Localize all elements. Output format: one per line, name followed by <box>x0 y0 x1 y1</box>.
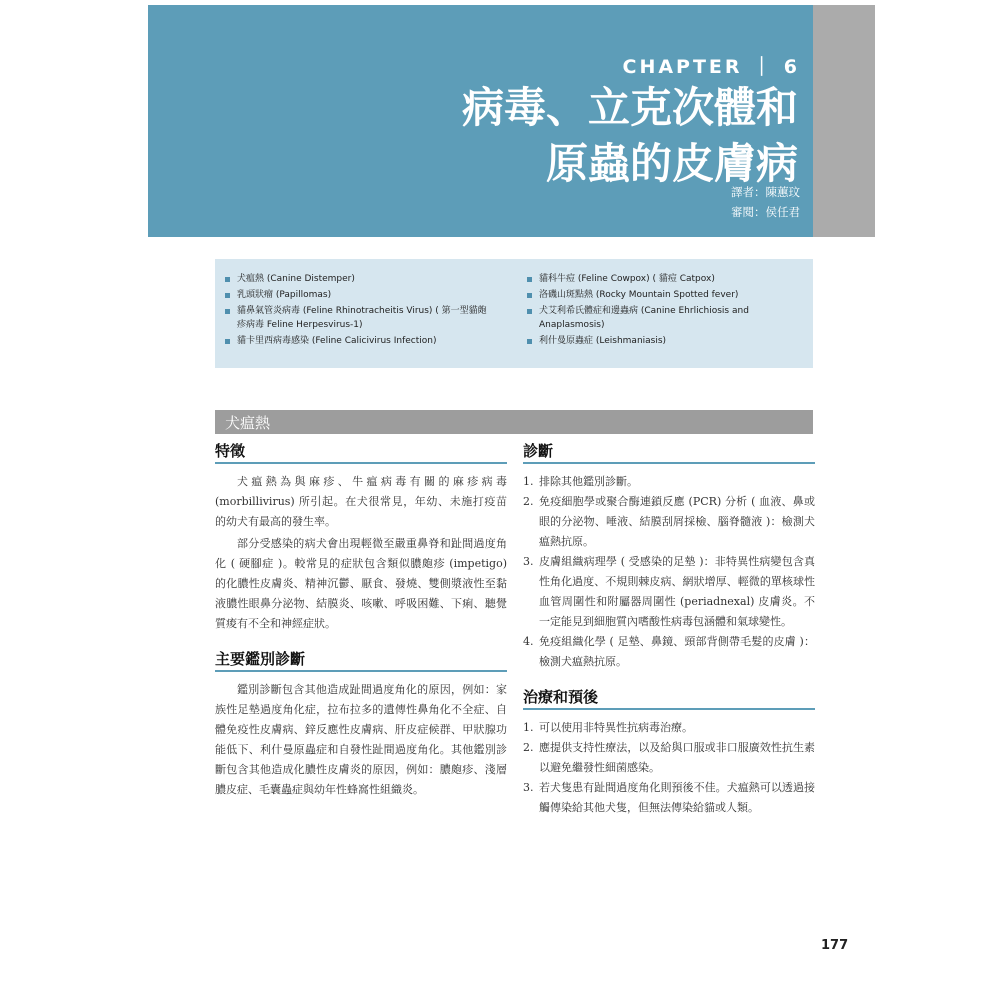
contents-item <box>527 289 795 303</box>
bullet-icon <box>527 339 532 344</box>
contents-column-left <box>225 273 493 351</box>
page-number: 177 <box>821 938 849 953</box>
chapter-contents-box <box>215 259 813 368</box>
diagnosis-item <box>523 472 815 492</box>
body-paragraph: 鑑別診斷包含其他造成趾間過度角化的原因，例如：家族性足墊過度角化症，拉布拉多的遺傳性鼻角化不全症、自體免疫性皮膚病、鋅反應性皮膚病、肝皮症候群、甲狀腺功能低下、利什曼原蟲症和自發性趾間過度角化。其他鑑別診斷包含其他造成化膿性皮膚炎的原因，例如：膿皰疹、淺層膿皮症、毛囊蟲症與幼年性蜂窩性組織炎。 <box>215 683 507 796</box>
contents-item-text: 犬瘟熱 (Canine Distemper) <box>237 274 355 284</box>
bullet-icon <box>527 277 532 282</box>
contents-item <box>527 305 795 332</box>
item-number: 3. <box>523 781 534 794</box>
diagnosis-item <box>523 632 815 672</box>
bullet-icon <box>225 277 230 282</box>
bullet-icon <box>225 309 230 314</box>
item-text: 若犬隻患有趾間過度角化則預後不佳。犬瘟熱可以透過接觸傳染給其他犬隻，但無法傳染給貓或人類。 <box>539 781 815 814</box>
contents-item-text: 貓科牛痘 (Feline Cowpox) ( 貓痘 Catpox) <box>539 274 715 284</box>
diagnosis-item <box>523 552 815 632</box>
treatment-item <box>523 778 815 818</box>
item-number: 4. <box>523 635 534 648</box>
bullet-icon <box>225 293 230 298</box>
contents-item <box>225 289 493 303</box>
chapter-title-line-1: 病毒、立克次體和 <box>461 83 798 132</box>
contents-item-text: 貓鼻氣管炎病毒 (Feline Rhinotracheitis Virus) ( 第一型貓皰疹病毒 Feline Herpesvirus-1) <box>237 306 487 330</box>
item-text: 皮膚組織病理學 ( 受感染的足墊 )：非特異性病變包含真性角化過度、不規則棘皮病、網狀增厚、輕微的單核球性血管周圍性和附屬器周圍性 (periadnexal) 皮膚炎。不一定能見到細胞質內嗜酸性病毒包涵體和氣球變性。 <box>539 555 815 628</box>
body-paragraph: 犬瘟熱為與麻疹、牛瘟病毒有關的麻疹病毒 (morbillivirus) 所引起。在犬很常見，年幼、未施打疫苗的幼犬有最高的發生率。 <box>215 475 507 528</box>
right-text-column <box>523 440 815 818</box>
section-title-bar <box>215 410 813 434</box>
treatment-item <box>523 718 815 738</box>
contents-item-text: 貓卡里西病毒感染 (Feline Calicivirus Infection) <box>237 335 437 346</box>
item-number: 2. <box>523 741 534 754</box>
item-number: 2. <box>523 495 534 508</box>
item-text: 應提供支持性療法，以及給與口服或非口服廣效性抗生素以避免繼發性細菌感染。 <box>539 741 815 774</box>
contents-item <box>225 305 493 332</box>
chapter-title-line-2: 原蟲的皮膚病 <box>545 139 798 188</box>
contents-item-text: 利什曼原蟲症 (Leishmaniasis) <box>539 335 667 346</box>
chapter-header-tab <box>813 5 875 237</box>
chapter-label: CHAPTER ｜ 6 <box>622 56 800 78</box>
contents-item <box>225 273 493 287</box>
diagnosis-item <box>523 492 815 552</box>
translator-credit: 譯者：陳蕙玟 <box>731 185 800 199</box>
item-text: 免疫組織化學 ( 足墊、鼻鏡、頸部背側帶毛髮的皮膚 )：檢測犬瘟熱抗原。 <box>539 635 815 668</box>
chapter-title <box>462 80 798 192</box>
contents-item <box>225 335 493 349</box>
body-paragraph: 部分受感染的病犬會出現輕微至嚴重鼻脊和趾間過度角化 ( 硬腳症 )。較常見的症狀包含類似膿皰疹 (impetigo) 的化膿性皮膚炎、精神沉鬱、厭食、發燒、雙側漿液性至黏液膿性眼鼻分泌物、結膜炎、咳嗽、呼吸困難、下痢、聽覺質痠有不全和神經症狀。 <box>215 537 507 630</box>
bullet-icon <box>225 339 230 344</box>
bullet-icon <box>527 293 532 298</box>
chapter-credits <box>731 182 800 222</box>
item-text: 免疫細胞學或聚合酶連鎖反應 (PCR) 分析 ( 血液、鼻或眼的分泌物、唾液、結膜刮屑採檢、腦脊髓液 )：檢測犬瘟熱抗原。 <box>539 495 815 548</box>
features-heading: 特徵 <box>215 440 507 464</box>
item-text: 排除其他鑑別診斷。 <box>539 475 638 488</box>
differential-diagnosis-heading: 主要鑑別診斷 <box>215 648 507 672</box>
contents-column-right <box>527 273 795 351</box>
item-number: 1. <box>523 721 534 734</box>
contents-item-text: 乳頭狀瘤 (Papillomas) <box>237 290 332 300</box>
diagnosis-heading: 診斷 <box>523 440 815 464</box>
item-text: 可以使用非特異性抗病毒治療。 <box>539 721 693 734</box>
contents-item-text: 洛磯山斑點熱 (Rocky Mountain Spotted fever) <box>539 290 739 300</box>
contents-item <box>527 335 795 349</box>
section-title: 犬瘟熱 <box>225 414 271 432</box>
contents-item-text: 犬艾利希氏體症和邊蟲病 (Canine Ehrlichiosis and Anaplasmosis) <box>539 306 749 330</box>
reviewer-credit: 審閱：侯任君 <box>731 205 800 219</box>
bullet-icon <box>527 309 532 314</box>
treatment-item <box>523 738 815 778</box>
contents-item <box>527 273 795 287</box>
treatment-prognosis-heading: 治療和預後 <box>523 686 815 710</box>
left-text-column <box>215 440 507 802</box>
item-number: 3. <box>523 555 534 568</box>
item-number: 1. <box>523 475 534 488</box>
